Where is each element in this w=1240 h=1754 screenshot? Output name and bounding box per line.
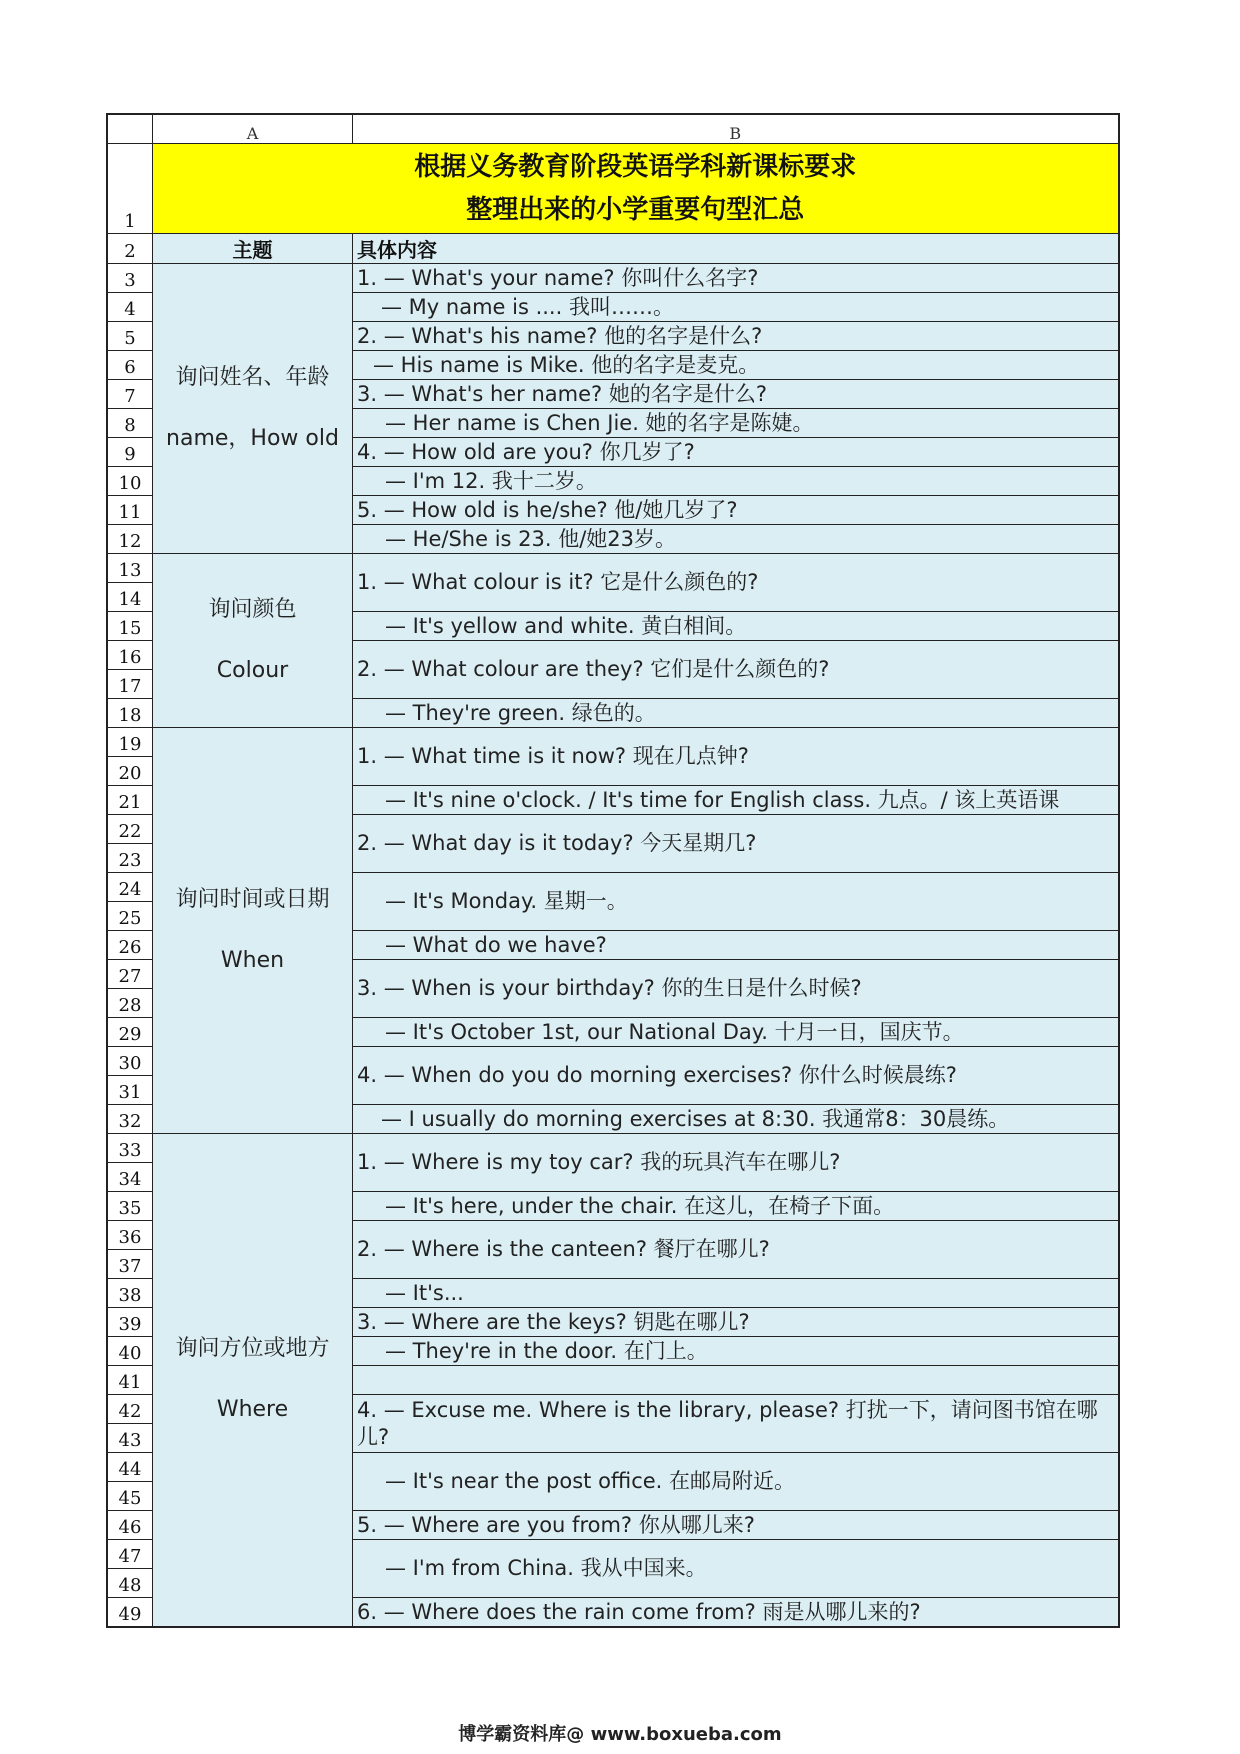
row-number[interactable]: 19	[107, 728, 153, 757]
sentence-cell[interactable]: — I'm 12. 我十二岁。	[353, 467, 1119, 496]
row-number[interactable]: 44	[107, 1453, 153, 1482]
column-header-b[interactable]: B	[353, 114, 1119, 144]
table-row	[107, 554, 1119, 583]
row-number[interactable]: 28	[107, 989, 153, 1018]
sentence-cell[interactable]: — It's nine o'clock. / It's time for English class. 九点。/ 该上英语课	[353, 786, 1119, 815]
row-number[interactable]: 29	[107, 1018, 153, 1047]
row-number[interactable]: 15	[107, 612, 153, 641]
row-number[interactable]: 43	[107, 1424, 153, 1453]
row-number[interactable]: 42	[107, 1395, 153, 1424]
row-number[interactable]: 32	[107, 1105, 153, 1134]
sentence-cell[interactable]: — It's near the post office. 在邮局附近。	[353, 1453, 1119, 1511]
sheet-title[interactable]	[153, 144, 1119, 234]
row-number[interactable]: 48	[107, 1569, 153, 1598]
row-number[interactable]: 39	[107, 1308, 153, 1337]
sentence-cell[interactable]: 4. — Excuse me. Where is the library, please? 打扰一下，请问图书馆在哪儿?	[353, 1395, 1119, 1453]
topic-zh: 询问时间或日期	[175, 887, 330, 913]
sentence-cell[interactable]: — He/She is 23. 他/她23岁。	[353, 525, 1119, 554]
sentence-cell[interactable]: 2. — What's his name? 他的名字是什么?	[353, 322, 1119, 351]
row-number[interactable]: 7	[107, 380, 153, 409]
row-number[interactable]: 10	[107, 467, 153, 496]
sentence-cell[interactable]: 2. — What colour are they? 它们是什么颜色的?	[353, 641, 1119, 699]
sentence-cell[interactable]: 5. — Where are you from? 你从哪儿来?	[353, 1511, 1119, 1540]
title-line-1: 根据义务教育阶段英语学科新课标要求	[414, 151, 857, 182]
row-number[interactable]: 33	[107, 1134, 153, 1163]
sentence-cell[interactable]: 1. — What colour is it? 它是什么颜色的?	[353, 554, 1119, 612]
empty-cell[interactable]	[353, 1366, 1119, 1395]
sentence-cell[interactable]: 1. — Where is my toy car? 我的玩具汽车在哪儿?	[353, 1134, 1119, 1192]
topic-zh: 询问姓名、年龄	[175, 365, 330, 391]
row-number[interactable]: 3	[107, 264, 153, 293]
topic-where[interactable]	[153, 1134, 353, 1627]
corner-cell[interactable]	[107, 114, 153, 144]
table-row	[107, 264, 1119, 293]
row-number[interactable]: 34	[107, 1163, 153, 1192]
row-number[interactable]: 20	[107, 757, 153, 786]
topic-when[interactable]	[153, 728, 353, 1134]
sentence-cell[interactable]: 4. — How old are you? 你几岁了?	[353, 438, 1119, 467]
sentence-cell[interactable]: — It's...	[353, 1279, 1119, 1308]
row-number[interactable]: 12	[107, 525, 153, 554]
sentence-cell[interactable]: 1. — What's your name? 你叫什么名字?	[353, 264, 1119, 293]
row-number[interactable]: 27	[107, 960, 153, 989]
topic-zh: 询问方位或地方	[175, 1336, 330, 1362]
sentence-cell[interactable]: — It's yellow and white. 黄白相间。	[353, 612, 1119, 641]
sentence-cell[interactable]: — Her name is Chen Jie. 她的名字是陈婕。	[353, 409, 1119, 438]
spreadsheet-table	[106, 113, 1120, 1628]
row-number[interactable]: 45	[107, 1482, 153, 1511]
topic-name-age[interactable]	[153, 264, 353, 554]
sentence-cell[interactable]: 3. — When is your birthday? 你的生日是什么时候?	[353, 960, 1119, 1018]
sentence-cell[interactable]: — They're in the door. 在门上。	[353, 1337, 1119, 1366]
row-number[interactable]: 14	[107, 583, 153, 612]
sentence-cell[interactable]: 5. — How old is he/she? 他/她几岁了?	[353, 496, 1119, 525]
row-number[interactable]: 6	[107, 351, 153, 380]
sentence-cell[interactable]: — They're green. 绿色的。	[353, 699, 1119, 728]
sentence-cell[interactable]: — What do we have?	[353, 931, 1119, 960]
sentence-cell[interactable]: — My name is .... 我叫……。	[353, 293, 1119, 322]
row-number[interactable]: 5	[107, 322, 153, 351]
row-number[interactable]: 40	[107, 1337, 153, 1366]
row-number[interactable]: 37	[107, 1250, 153, 1279]
sentence-cell[interactable]: 2. — Where is the canteen? 餐厅在哪儿?	[353, 1221, 1119, 1279]
row-number[interactable]: 25	[107, 902, 153, 931]
row-number[interactable]: 16	[107, 641, 153, 670]
sentence-cell[interactable]: — His name is Mike. 他的名字是麦克。	[353, 351, 1119, 380]
row-number[interactable]: 30	[107, 1047, 153, 1076]
topic-en: name，How old	[166, 425, 339, 451]
sentence-cell[interactable]: 3. — Where are the keys? 钥匙在哪儿?	[353, 1308, 1119, 1337]
topic-colour[interactable]	[153, 554, 353, 728]
row-number[interactable]: 24	[107, 873, 153, 902]
column-header-a[interactable]: A	[153, 114, 353, 144]
sentence-cell[interactable]: 3. — What's her name? 她的名字是什么?	[353, 380, 1119, 409]
row-number[interactable]: 36	[107, 1221, 153, 1250]
row-number[interactable]: 22	[107, 815, 153, 844]
topic-en: When	[220, 947, 285, 973]
column-header-row	[107, 114, 1119, 144]
sentence-cell[interactable]: 6. — Where does the rain come from? 雨是从哪儿来的?	[353, 1598, 1119, 1627]
sentence-cell[interactable]: — It's October 1st, our National Day. 十月一日，国庆节。	[353, 1018, 1119, 1047]
row-number[interactable]: 26	[107, 931, 153, 960]
row-number[interactable]: 18	[107, 699, 153, 728]
row-number[interactable]: 31	[107, 1076, 153, 1105]
sentence-cell[interactable]: — It's here, under the chair. 在这儿，在椅子下面。	[353, 1192, 1119, 1221]
row-number[interactable]: 11	[107, 496, 153, 525]
header-row	[107, 234, 1119, 264]
row-number[interactable]: 38	[107, 1279, 153, 1308]
row-number[interactable]: 47	[107, 1540, 153, 1569]
sentence-cell[interactable]: 4. — When do you do morning exercises? 你什么时候晨练?	[353, 1047, 1119, 1105]
header-topic[interactable]: 主题	[153, 234, 353, 264]
row-number[interactable]: 41	[107, 1366, 153, 1395]
row-number[interactable]: 2	[107, 234, 153, 264]
table-row	[107, 1134, 1119, 1163]
row-number[interactable]: 49	[107, 1598, 153, 1627]
header-content[interactable]: 具体内容	[353, 234, 1119, 264]
sentence-cell[interactable]: — I usually do morning exercises at 8:30. 我通常8：30晨练。	[353, 1105, 1119, 1134]
sentence-cell[interactable]: — I'm from China. 我从中国来。	[353, 1540, 1119, 1598]
sentence-cell[interactable]: 2. — What day is it today? 今天星期几?	[353, 815, 1119, 873]
sentence-cell[interactable]: — It's Monday. 星期一。	[353, 873, 1119, 931]
row-number[interactable]: 13	[107, 554, 153, 583]
table-row	[107, 728, 1119, 757]
title-line-2: 整理出来的小学重要句型汇总	[466, 194, 805, 225]
row-number[interactable]: 35	[107, 1192, 153, 1221]
footer-watermark: 博学霸资料库@ www.boxueba.com	[458, 1724, 782, 1745]
sentence-cell[interactable]: 1. — What time is it now? 现在几点钟?	[353, 728, 1119, 786]
row-number[interactable]: 9	[107, 438, 153, 467]
row-number[interactable]: 21	[107, 786, 153, 815]
topic-en: Colour	[216, 657, 289, 683]
row-number[interactable]: 23	[107, 844, 153, 873]
row-number[interactable]: 4	[107, 293, 153, 322]
topic-zh: 询问颜色	[208, 597, 297, 623]
title-row	[107, 144, 1119, 234]
row-number[interactable]: 1	[107, 144, 153, 234]
row-number[interactable]: 8	[107, 409, 153, 438]
row-number[interactable]: 46	[107, 1511, 153, 1540]
topic-en: Where	[216, 1396, 289, 1422]
row-number[interactable]: 17	[107, 670, 153, 699]
